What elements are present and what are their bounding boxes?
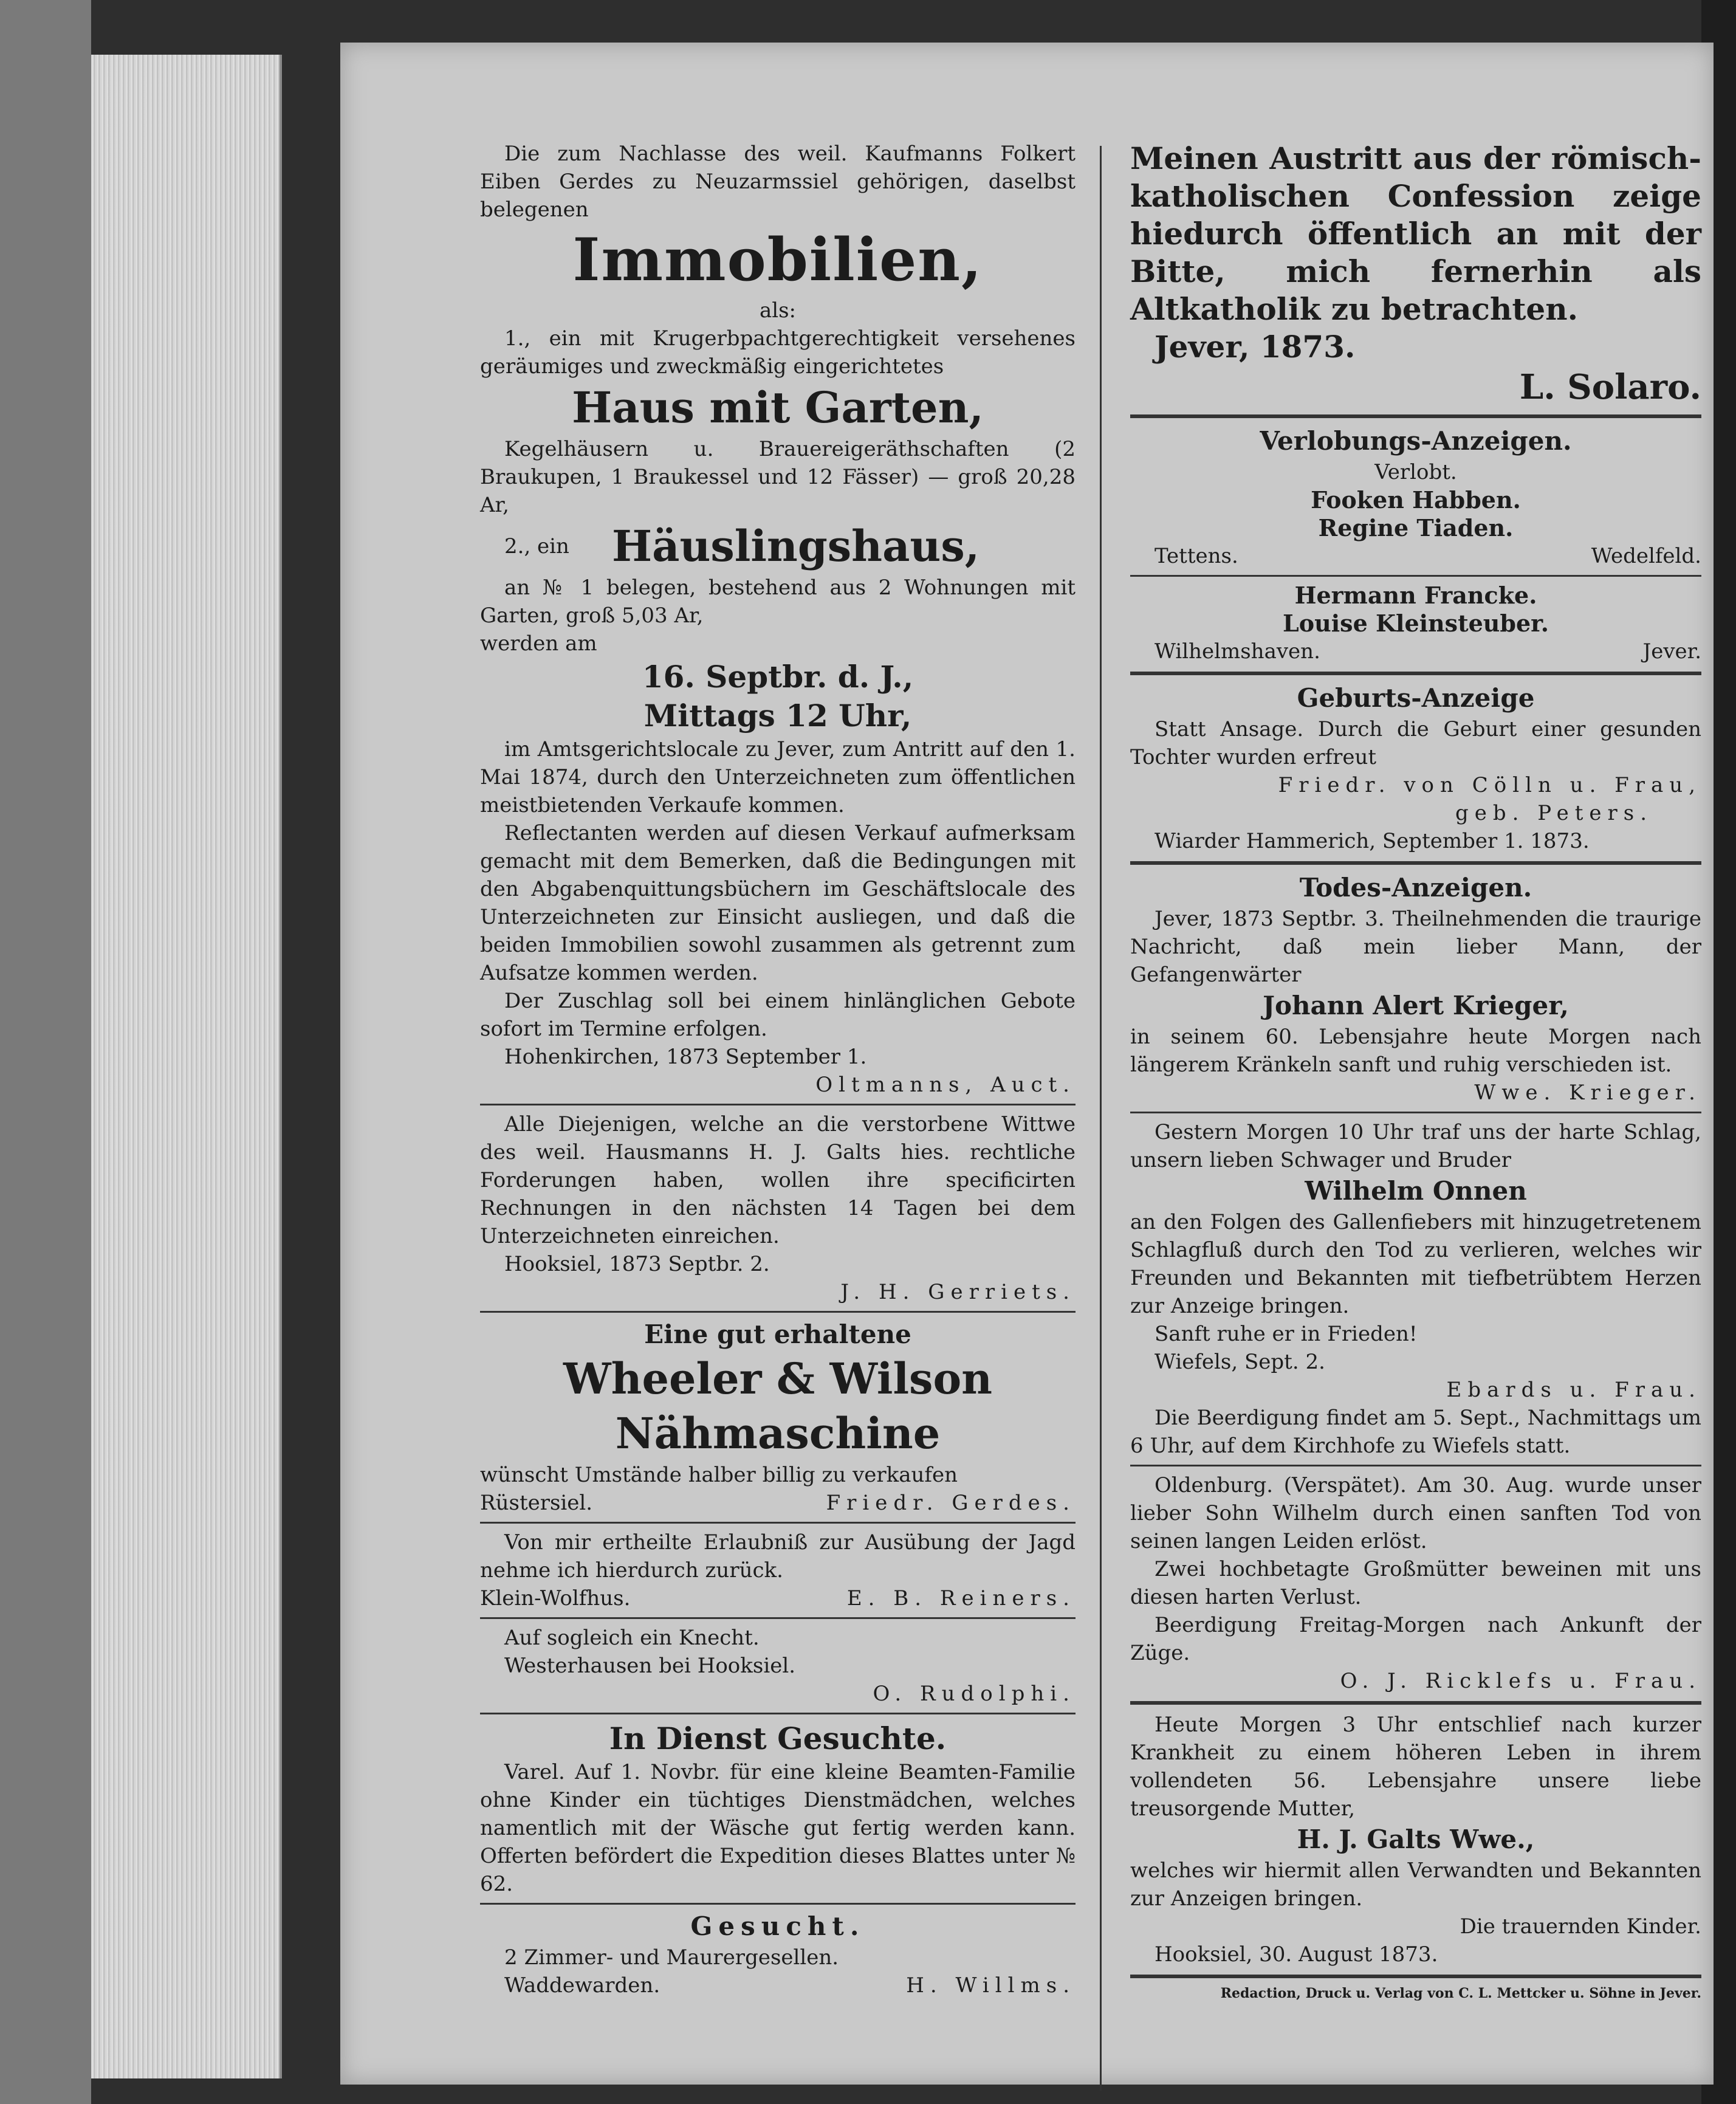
v1-name2: Regine Tiaden. [1318,514,1514,541]
onnen-text2: an den Folgen des Gallenfiebers mit hinzugetretenem Schlagfluß durch den Tod zu verlieren, welches wir Freunden und Bekannten mit tiefbetrübtem Herzen zur Anzeige bringen. [1130,1210,1701,1318]
wheeler-title: Wheeler & Wilson [563,1353,993,1404]
wheeler-sign: Friedr. Gerdes. [826,1491,1076,1515]
oldenburg-text: Oldenburg. (Verspätet). Am 30. Aug. wurde unser lieber Sohn Wilhelm durch einen sanften Tod von seinen langen Leiden erlöst. [1130,1473,1701,1553]
rule [1130,1112,1701,1113]
rule [480,1903,1076,1905]
krieger-name: Johann Alert Krieger, [1263,991,1569,1020]
reflect-text: Reflectanten werden auf diesen Verkauf aufmerksam gemacht mit dem Bemerken, daß die Bedingungen mit den Abgabenquittungsbüchern im Geschäftslocale des Unterzeichneten zur Einsicht ausliegen, und daß die beiden Immobilien sowohl zusammen als getrennt zum Aufsatze kommen werden. [480,821,1076,985]
jagd-text: Von mir ertheilte Erlaubniß zur Ausübung der Jagd nehme ich hierdurch zurück. [480,1530,1076,1583]
rule [480,1713,1076,1714]
todes-title: Todes-Anzeigen. [1299,873,1532,902]
item1-text: 1., ein mit Krugerbpachtgerechtigkeit versehenes geräumiges und zweckmäßig eingerichtetes [480,326,1076,379]
v2-name2: Louise Kleinsteuber. [1283,610,1549,637]
wheeler-intro: Eine gut erhaltene [644,1319,911,1349]
austritt-text: Meinen Austritt aus der römisch-katholischen Confession zeige hiedurch öffentlich an mit der Bitte, mich fernerhin als Altkatholik zu betrachten. [1130,140,1701,327]
galts-death-text: Heute Morgen 3 Uhr entschlief nach kurzer Krankheit zu einem höheren Leben in ihrem vollendeten 56. Lebensjahre unsere liebe treusorgende Mutter, [1130,1713,1701,1821]
austritt-place: Jever, 1873. [1154,329,1356,365]
immo-als: als: [759,298,797,323]
austritt-sign: L. Solaro. [1519,367,1701,407]
galts-claims-sign: J. H. Gerriets. [840,1280,1076,1304]
galts-death-text2: welches wir hiermit allen Verwandten und Bekannten zur Anzeigen bringen. [1130,1858,1701,1911]
onnen-name: Wilhelm Onnen [1305,1176,1527,1206]
dienst-title: In Dienst Gesuchte. [609,1721,947,1756]
wheeler-title2: Nähmaschine [615,1408,941,1459]
item1-detail: Kegelhäusern u. Brauereigeräthschaften (2 Braukupen, 1 Braukessel und 12 Fässer) — groß 20,28 Ar, [480,437,1076,517]
immo-intro: Die zum Nachlasse des weil. Kaufmanns Folkert Eiben Gerdes zu Neuzarmssiel gehörigen, daselbst belegenen [480,142,1076,222]
rule [480,1311,1076,1313]
v1-name1: Fooken Habben. [1311,486,1521,514]
onnen-place: Wiefels, Sept. 2. [1154,1350,1325,1374]
rule [1130,1465,1701,1466]
galts-death-place: Hooksiel, 30. August 1873. [1154,1942,1438,1967]
verlobt-label: Verlobt. [1374,460,1457,484]
wheeler-footer [480,1489,1076,1517]
rule [480,1617,1076,1619]
jagd-place: Klein-Wolfhus. [480,1586,631,1611]
item2-title: Häuslingshaus, [611,521,980,571]
onnen-beerd: Die Beerdigung findet am 5. Sept., Nachmittags um 6 Uhr, auf dem Kirchhofe zu Wiefels statt. [1130,1406,1701,1458]
wheeler-text: wünscht Umstände halber billig zu verkaufen [480,1463,958,1487]
galts-death-name: H. J. Galts Wwe., [1297,1824,1535,1854]
geburt-place: Wiarder Hammerich, September 1. 1873. [1154,829,1590,853]
immo-sign: Oltmanns, Auct. [815,1073,1076,1097]
rule [1130,414,1701,418]
knecht-sign: O. Rudolphi. [873,1682,1076,1706]
krieger-text2: in seinem 60. Lebensjahre heute Morgen nach längerem Kränkeln sanft und ruhig verschieden ist. [1130,1025,1701,1077]
rule [1130,575,1701,577]
right-column [1130,140,1701,2003]
gesucht-title: Gesucht. [690,1911,865,1941]
onnen-text: Gestern Morgen 10 Uhr traf uns der harte Schlag, unsern lieben Schwager und Bruder [1130,1120,1701,1172]
gesucht-sign: H. Willms. [906,1973,1076,1998]
v2-places [1130,638,1701,665]
geburt-sign: Friedr. von Cölln u. Frau, [1278,773,1701,797]
zuschlag-text: Der Zuschlag soll bei einem hinlänglichen Gebote sofort im Termine erfolgen. [480,989,1076,1041]
imprint-footer: Redaction, Druck u. Verlag von C. L. Mettcker u. Söhne in Jever. [1220,1985,1701,2001]
geburt-sign2: geb. Peters. [1455,801,1653,825]
knecht-place: Westerhausen bei Hooksiel. [504,1654,796,1678]
werden-am: werden am [480,631,597,656]
dienst-text: Varel. Auf 1. Novbr. für eine kleine Beamten-Familie ohne Kinder ein tüchtiges Dienstmädchen, welches namentlich mit der Wäsche gut fertig werden kann. Offerten befördert die Expedition dieses Blattes unter № 62. [480,1760,1076,1896]
v1-places [1130,542,1701,570]
krieger-text: Jever, 1873 Septbr. 3. Theilnehmenden die traurige Nachricht, daß mein lieber Mann, der Gefangenwärter [1130,907,1701,987]
rule [1130,672,1701,675]
jagd-footer [480,1584,1076,1612]
item1-title: Haus mit Garten, [572,382,984,433]
column-divider [1100,146,1102,2091]
onnen-sign: Ebards u. Frau. [1446,1378,1701,1402]
geburt-text: Statt Ansage. Durch die Geburt einer gesunden Tochter wurden erfreut [1130,717,1701,769]
krieger-sign: Wwe. Krieger. [1474,1081,1701,1105]
immo-place: Hohenkirchen, 1873 September 1. [504,1045,867,1069]
galts-claims-place: Hooksiel, 1873 Septbr. 2. [504,1252,770,1276]
book-page-edges [91,55,282,2078]
oldenburg-text3: Beerdigung Freitag-Morgen nach Ankunft der Züge. [1130,1613,1701,1665]
v1-left: Tettens. [1154,544,1238,568]
oldenburg-text2: Zwei hochbetagte Großmütter beweinen mit uns diesen harten Verlust. [1130,1557,1701,1609]
oldenburg-sign: O. J. Ricklefs u. Frau. [1340,1669,1701,1693]
knecht-text: Auf sogleich ein Knecht. [504,1626,760,1650]
sale-date: 16. Septbr. d. J., [642,659,914,695]
newspaper-page [340,43,1714,2085]
gesucht-text: 2 Zimmer- und Maurergesellen. [504,1945,839,1970]
rule [1130,861,1701,865]
jagd-sign: E. B. Reiners. [846,1586,1076,1611]
scanner-frame [0,0,91,2104]
verlobung-title: Verlobungs-Anzeigen. [1260,426,1572,456]
wheeler-place: Rüstersiel. [480,1491,593,1515]
sale-text: im Amtsgerichtslocale zu Jever, zum Antritt auf den 1. Mai 1874, durch den Unterzeichneten zum öffentlichen meistbietenden Verkaufe kommen. [480,737,1076,817]
rule [480,1104,1076,1105]
item2-detail: an № 1 belegen, bestehend aus 2 Wohnungen mit Garten, groß 5,03 Ar, [480,576,1076,628]
immo-title: Immobilien, [572,225,983,294]
item2-line [480,519,1076,574]
v2-right: Jever. [1642,639,1701,664]
rule [1130,1701,1701,1705]
v2-name1: Hermann Francke. [1294,582,1537,609]
v1-right: Wedelfeld. [1591,544,1701,568]
left-column [480,140,1076,1999]
galts-death-sign: Die trauernden Kinder. [1460,1914,1701,1939]
rule [1130,1975,1701,1978]
item2-text: 2., ein [504,534,569,559]
sale-time: Mittags 12 Uhr, [643,698,912,734]
geburt-title: Geburts-Anzeige [1297,683,1535,713]
gesucht-place: Waddewarden. [504,1973,660,1998]
onnen-rest: Sanft ruhe er in Frieden! [1154,1322,1418,1346]
rule [480,1522,1076,1524]
gesucht-footer [480,1972,1076,1999]
galts-claims-text: Alle Diejenigen, welche an die verstorbene Wittwe des weil. Hausmanns H. J. Galts hies. rechtliche Forderungen haben, wollen ihre specificirten Rechnungen in den nächsten 14 Tagen bei dem Unterzeichneten einreichen. [480,1112,1076,1248]
v2-left: Wilhelmshaven. [1154,639,1320,664]
